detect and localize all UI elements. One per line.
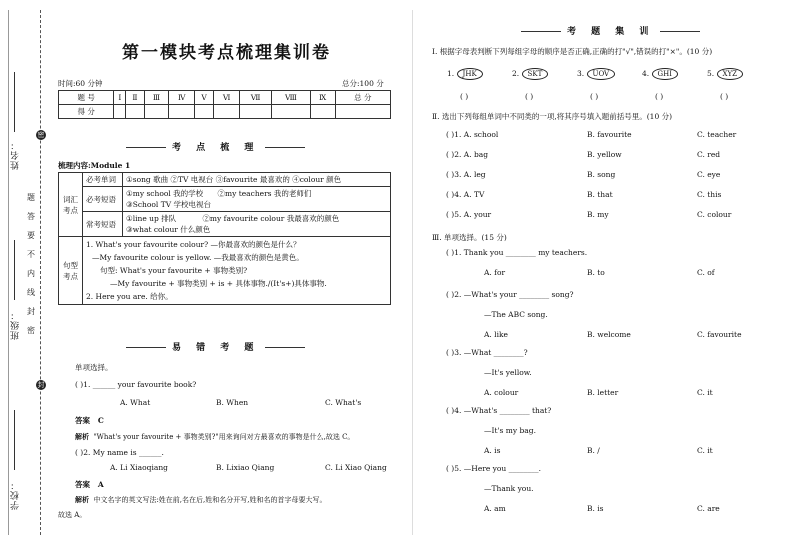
score-input[interactable]: [335, 105, 390, 119]
row-content: ①line up 排队 ②my favourite colour 我最喜欢的颜色 ③what colour 什么颜色: [123, 212, 391, 237]
p1-item-3: 3. UOV: [577, 68, 615, 80]
school-label: 学校：: [11, 480, 21, 510]
p1-item-1: 1. JHK: [447, 68, 483, 80]
p1-answer-1[interactable]: ( ): [460, 92, 469, 101]
p3-option[interactable]: A. like: [484, 330, 508, 339]
score-input[interactable]: [240, 105, 272, 119]
p2-question[interactable]: ( )1. A. school: [446, 130, 499, 139]
page-title: 第一模块考点梳理集训卷: [122, 43, 331, 63]
p3-option[interactable]: B. welcome: [587, 330, 631, 339]
score-input[interactable]: [272, 105, 311, 119]
p3-response: —Thank you.: [484, 484, 534, 493]
row-content: ①my school 我的学校 ②my teachers 我的老师们 ③School TV 学校电视台: [123, 187, 391, 212]
total-info: 总分:100 分: [342, 79, 384, 88]
p1-answer-4[interactable]: ( ): [655, 92, 664, 101]
score-cell: Ⅸ: [310, 91, 335, 105]
q1-option-c[interactable]: C. What's: [325, 398, 362, 407]
q1-option-a[interactable]: A. What: [120, 398, 151, 407]
part3-heading: Ⅲ. 单项选择。(15 分): [432, 233, 507, 242]
p3-option[interactable]: A. is: [484, 446, 501, 455]
banner-jixun: 考 题 集 训: [515, 24, 706, 37]
score-input[interactable]: [126, 105, 144, 119]
score-input[interactable]: [114, 105, 126, 119]
seal-circle-1: 密: [37, 131, 45, 139]
score-input[interactable]: [310, 105, 335, 119]
vocab-label: 词汇考点: [59, 173, 83, 237]
school-line[interactable]: [14, 410, 15, 470]
score-row: [59, 105, 391, 119]
p3-option[interactable]: C. favourite: [697, 330, 742, 339]
p2-option[interactable]: B. yellow: [587, 150, 622, 159]
time-info: 时间:60 分钟: [58, 79, 103, 88]
score-cell: 题 号: [59, 91, 114, 105]
column-divider: [412, 10, 413, 535]
p3-option[interactable]: B. /: [587, 446, 600, 455]
p3-option[interactable]: A. colour: [484, 388, 519, 397]
p3-option[interactable]: B. is: [587, 504, 604, 513]
p3-question[interactable]: ( )2. —What's your ________ song?: [446, 290, 574, 299]
part2-heading: Ⅱ. 选出下列每组单词中不同类的一项,将其序号填入题前括号里。(10 分): [432, 112, 673, 121]
p3-response: —It's yellow.: [484, 368, 532, 377]
knowledge-table: [58, 172, 391, 305]
explain-2: 解析 中文名字的英文写法:姓在前,名在后,姓和名分开写,姓和名的首字母要大写。: [75, 495, 327, 504]
score-header-row: [59, 91, 391, 105]
sentence-content: 1. What's your favourite colour? —你最喜欢的颜色是什么？ —My favourite colour is yellow. —我最喜欢的颜色是黄色。 句型: What's your favourite + 事物类别? —My favourite + 事物类别 + is + 具体事物./(It's+)具体事物. 2. Here you are. 给你。: [83, 237, 391, 305]
score-cell: Ⅲ: [144, 91, 169, 105]
explain-1: 解析 "What's your favourite + 事物类别?"用来询问对方最喜欢的事物是什么,故选 C。: [75, 432, 355, 441]
explain-2b: 故选 A。: [58, 511, 87, 519]
seal-char: 密: [27, 326, 35, 335]
p2-option[interactable]: C. eye: [697, 170, 721, 179]
mc-heading: 单项选择。: [75, 363, 113, 372]
q2-option-b[interactable]: B. Lixiao Qiang: [216, 463, 275, 472]
p2-option[interactable]: B. that: [587, 190, 613, 199]
name-label: 姓名：: [11, 140, 21, 170]
score-table: [58, 90, 391, 119]
q2-option-a[interactable]: A. Li Xiaoqiang: [110, 463, 168, 472]
p2-option[interactable]: B. favourite: [587, 130, 632, 139]
p3-option[interactable]: C. it: [697, 388, 713, 397]
p2-option[interactable]: C. colour: [697, 210, 732, 219]
p1-item-2: 2. SKT: [512, 68, 548, 80]
p2-question[interactable]: ( )3. A. leg: [446, 170, 486, 179]
class-label: 班级：: [11, 310, 21, 340]
score-cell: Ⅶ: [240, 91, 272, 105]
row-content: ①song 歌曲 ②TV 电视台 ③favourite 最喜欢的 ④colour 颜色: [123, 173, 391, 187]
name-line[interactable]: [14, 72, 15, 132]
p3-question[interactable]: ( )3. —What ________?: [446, 348, 528, 357]
score-input[interactable]: [214, 105, 240, 119]
p1-item-4: 4. GHI: [642, 68, 678, 80]
p1-answer-3[interactable]: ( ): [590, 92, 599, 101]
p3-option[interactable]: C. it: [697, 446, 713, 455]
p3-option[interactable]: B. to: [587, 268, 605, 277]
p3-question[interactable]: ( )1. Thank you ________ my teachers.: [446, 248, 588, 257]
q1: ( )1. ______ your favourite book?: [75, 380, 197, 389]
p3-option[interactable]: A. am: [484, 504, 506, 513]
q2: ( )2. My name is ______.: [75, 448, 164, 457]
q1-option-b[interactable]: B. When: [216, 398, 249, 407]
p3-response: —The ABC song.: [484, 310, 548, 319]
score-cell: Ⅱ: [126, 91, 144, 105]
p1-answer-2[interactable]: ( ): [525, 92, 534, 101]
score-cell: 总 分: [335, 91, 390, 105]
p3-question[interactable]: ( )4. —What's ________ that?: [446, 406, 552, 415]
p2-question[interactable]: ( )4. A. TV: [446, 190, 485, 199]
score-cell: 得 分: [59, 105, 114, 119]
seal-text: [26, 188, 36, 340]
margin-border: [8, 10, 9, 535]
part1-heading: Ⅰ. 根据字母表判断下列每组字母的顺序是否正确,正确的打"√",错误的打"×"。(10 分): [432, 47, 713, 56]
seal-char: 题: [27, 193, 35, 202]
score-input[interactable]: [169, 105, 195, 119]
seal-char: 线: [27, 288, 35, 297]
row-label: 常考短语: [83, 212, 123, 237]
p3-option[interactable]: A. for: [484, 268, 506, 277]
module-label: 梳理内容:Module 1: [58, 161, 131, 170]
seal-char: 内: [27, 269, 35, 278]
answer-2: 答案 A: [75, 480, 104, 489]
p1-answer-5[interactable]: ( ): [720, 92, 729, 101]
p2-option[interactable]: C. red: [697, 150, 721, 159]
score-cell: Ⅰ: [114, 91, 126, 105]
seal-char: 不: [27, 250, 35, 259]
score-cell: Ⅵ: [214, 91, 240, 105]
seal-char: 封: [27, 307, 35, 316]
row-label: 必考短语: [83, 187, 123, 212]
row-label: 必考单词: [83, 173, 123, 187]
seal-line: [40, 10, 41, 535]
p2-option[interactable]: C. this: [697, 190, 722, 199]
score-cell: Ⅷ: [272, 91, 311, 105]
q2-option-c[interactable]: C. Li Xiao Qiang: [325, 463, 387, 472]
seal-char: 答: [27, 212, 35, 221]
score-input[interactable]: [194, 105, 213, 119]
p2-option[interactable]: B. song: [587, 170, 616, 179]
score-cell: Ⅳ: [169, 91, 195, 105]
p3-response: —It's my bag.: [484, 426, 536, 435]
answer-1: 答案 C: [75, 416, 104, 425]
p3-option[interactable]: C. of: [697, 268, 715, 277]
class-line[interactable]: [14, 240, 15, 300]
p2-question[interactable]: ( )5. A. your: [446, 210, 492, 219]
seal-circle-2: 封: [37, 381, 45, 389]
banner-kaodian: 考 点 梳 理: [120, 140, 311, 153]
seal-char: 要: [27, 231, 35, 240]
p2-option[interactable]: C. teacher: [697, 130, 737, 139]
p2-question[interactable]: ( )2. A. bag: [446, 150, 489, 159]
score-cell: Ⅴ: [194, 91, 213, 105]
sentence-label: 句型考点: [59, 237, 83, 305]
score-input[interactable]: [144, 105, 169, 119]
p3-question[interactable]: ( )5. —Here you ________.: [446, 464, 542, 473]
p3-option[interactable]: B. letter: [587, 388, 619, 397]
p3-option[interactable]: C. are: [697, 504, 720, 513]
p2-option[interactable]: B. my: [587, 210, 609, 219]
banner-yicuo: 易 错 考 题: [120, 340, 311, 353]
p1-item-5: 5. XYZ: [707, 68, 743, 80]
